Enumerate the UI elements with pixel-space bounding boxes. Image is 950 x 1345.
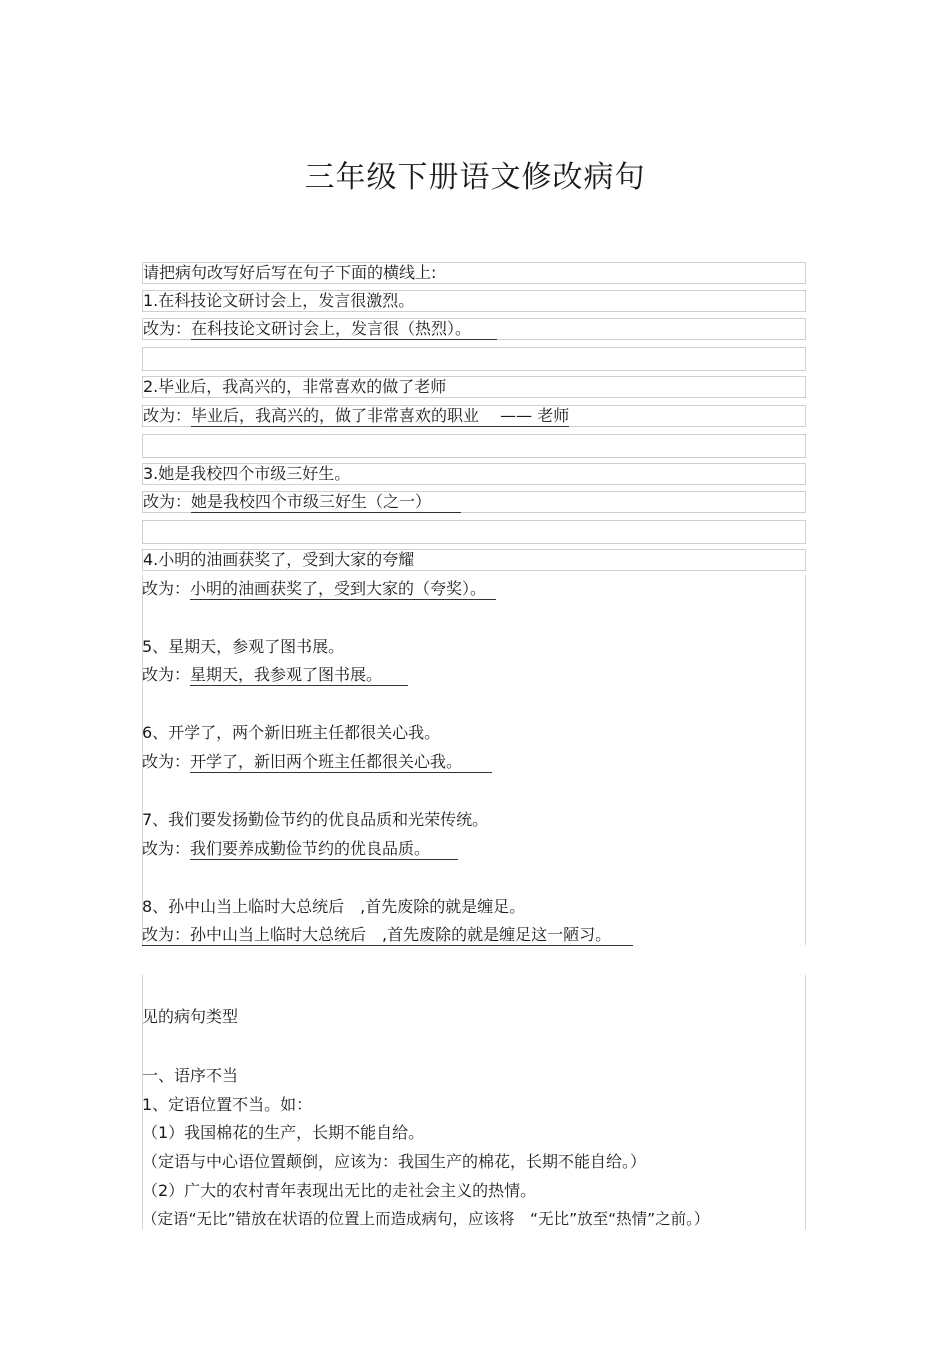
answer-prefix: 改为： xyxy=(142,752,191,771)
exercise-1-sentence: 1.在科技论文研讨会上，发言很激烈。 xyxy=(143,291,415,310)
exercise-4-sentence: 4.小明的油画获奖了，受到大家的夸耀 xyxy=(143,550,415,569)
blank-row xyxy=(142,347,806,371)
exercise-2-sentence: 2.毕业后，我高兴的，非常喜欢的做了老师 xyxy=(143,377,447,396)
types-item: 1、定语位置不当。如： xyxy=(142,1095,313,1114)
exercise-6-sentence: 6、开学了，两个新旧班主任都很关心我。 xyxy=(142,723,441,742)
exercise-2-answer: 毕业后，我高兴的，做了非常喜欢的职业 —— 老师 xyxy=(191,406,570,425)
exercise-5-sentence: 5、星期天，参观了图书展。 xyxy=(142,637,345,656)
exercise-5-answer: 星期天，我参观了图书展。 xyxy=(190,665,408,686)
exercise-6-answer-row xyxy=(142,751,806,773)
exercise-3-answer-row xyxy=(142,491,806,513)
exercise-2-row xyxy=(142,376,806,398)
types-heading: 见的病句类型 xyxy=(142,1007,239,1026)
exercise-4-answer-row xyxy=(142,578,806,600)
exercise-4-row xyxy=(142,549,806,571)
answer-prefix: 改为： xyxy=(142,925,191,944)
exercise-6-answer: 开学了，新旧两个班主任都很关心我。 xyxy=(190,752,492,773)
exercise-8-answer: 孙中山当上临时大总统后 ,首先废除的就是缠足这一陋习。 xyxy=(190,925,612,944)
exercise-6-row xyxy=(142,722,806,744)
exercise-8-sentence: 8、孙中山当上临时大总统后 ,首先废除的就是缠足。 xyxy=(142,897,526,916)
exercise-3-sentence: 3.她是我校四个市级三好生。 xyxy=(143,464,351,483)
exercise-5-row xyxy=(142,636,806,658)
exercise-2-answer-row xyxy=(142,405,806,427)
exercise-7-sentence: 7、我们要发扬勤俭节约的优良品质和光荣传统。 xyxy=(142,810,489,829)
exercise-1-answer: 在科技论文研讨会上，发言很（热烈）。 xyxy=(191,319,497,340)
answer-prefix: 改为： xyxy=(142,839,191,858)
exercise-1-answer-row xyxy=(142,318,806,340)
instruction-text: 请把病句改写好后写在句子下面的横线上: xyxy=(143,263,437,282)
types-line-3: （2）广大的农村青年表现出无比的走社会主义的热情。 xyxy=(142,1181,537,1200)
exercise-8-row xyxy=(142,896,806,918)
exercise-5-answer-row xyxy=(142,664,806,686)
answer-prefix: 改为： xyxy=(142,579,191,598)
page-title: 三年级下册语文修改病句 xyxy=(304,160,646,195)
instruction-row xyxy=(142,262,806,284)
blank-row xyxy=(142,520,806,544)
blank-row xyxy=(142,434,806,458)
types-line-1: （1）我国棉花的生产，长期不能自给。 xyxy=(142,1123,425,1142)
types-line-4: （定语“无比”错放在状语的位置上而造成病句，应该将 “无比”放至“热情”之前。） xyxy=(142,1210,710,1228)
exercise-7-answer: 我们要养成勤俭节约的优良品质。 xyxy=(190,839,458,860)
exercise-4-answer: 小明的油画获奖了，受到大家的（夸奖）。 xyxy=(190,579,496,600)
exercise-3-row xyxy=(142,463,806,485)
exercise-1-row xyxy=(142,290,806,312)
answer-prefix: 改为： xyxy=(142,665,191,684)
types-section: 一、语序不当 xyxy=(142,1066,239,1085)
exercise-3-answer: 她是我校四个市级三好生（之一） xyxy=(191,492,461,513)
answer-prefix: 改为： xyxy=(143,406,192,425)
exercise-7-answer-row xyxy=(142,838,806,860)
answer-prefix: 改为： xyxy=(143,319,192,338)
types-line-2: （定语与中心语位置颠倒，应该为：我国生产的棉花，长期不能自给。） xyxy=(142,1152,647,1171)
exercise-8-answer-row xyxy=(142,924,806,946)
exercise-7-row xyxy=(142,809,806,831)
answer-prefix: 改为： xyxy=(143,492,192,511)
